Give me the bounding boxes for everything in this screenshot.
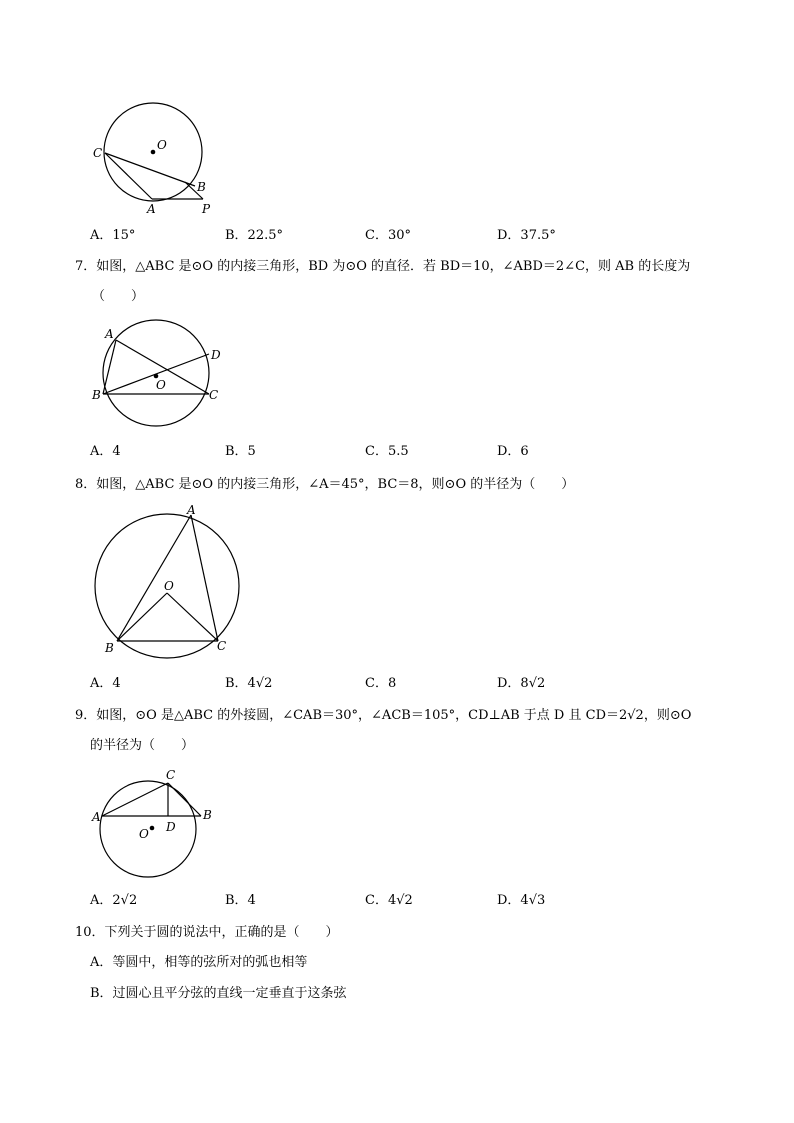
q7-label-B: B <box>92 388 101 402</box>
q6-figure <box>85 95 225 220</box>
q7-label-C: C <box>209 388 219 402</box>
q9-line-AC <box>102 783 168 816</box>
q9-label-B: B <box>203 808 212 822</box>
q10-stem-line1: 10．下列关于圆的说法中，正确的是（ ） <box>75 925 339 940</box>
q8-line-AC <box>191 515 218 641</box>
q9-option-b[interactable]: B．4 <box>225 893 256 908</box>
q9-line-CB <box>168 783 201 816</box>
q9-label-C: C <box>166 768 176 782</box>
q8-stem-line1: 8．如图，△ABC 是⊙O 的内接三角形，∠A＝45°，BC＝8，则⊙O 的半径为（ ） <box>75 477 575 492</box>
q8-line-OB <box>117 593 167 641</box>
q9-figure <box>88 765 223 880</box>
q7-circle <box>103 320 209 426</box>
q8-option-c[interactable]: C．8 <box>365 676 397 691</box>
q7-label-A: A <box>105 327 114 341</box>
q8-label-C: C <box>217 639 227 653</box>
q10-option-b[interactable]: B．过圆心且平分弦的直线一定垂直于这条弦 <box>90 986 347 1001</box>
q6-line-CB <box>105 153 195 186</box>
q9-option-a[interactable]: A．2√2 <box>90 893 138 908</box>
q6-option-c[interactable]: C．30° <box>365 228 411 243</box>
q7-label-O: O <box>156 378 166 392</box>
q8-figure <box>85 500 250 660</box>
q7-option-a[interactable]: A．4 <box>90 444 121 459</box>
q8-option-b[interactable]: B．4√2 <box>225 676 273 691</box>
q6-label-A: A <box>147 202 156 216</box>
q8-line-AB <box>117 515 191 641</box>
q6-label-O: O <box>157 138 167 152</box>
q8-label-O: O <box>164 579 174 593</box>
q9-center-dot <box>150 826 155 831</box>
q6-label-B: B <box>197 180 206 194</box>
q9-label-A: A <box>92 810 101 824</box>
q9-label-D: D <box>166 820 176 834</box>
q9-option-d[interactable]: D．4√3 <box>497 893 546 908</box>
q6-center-dot <box>151 150 156 155</box>
q9-stem-line1: 9．如图，⊙O 是△ABC 的外接圆，∠CAB＝30°，∠ACB＝105°，CD⊥AB 于点 D 且 CD＝2√2，则⊙O <box>75 708 692 723</box>
q7-stem-line1: 7．如图，△ABC 是⊙O 的内接三角形，BD 为⊙O 的直径．若 BD＝10，∠ABD＝2∠C，则 AB 的长度为 <box>75 259 691 274</box>
q7-option-c[interactable]: C．5.5 <box>365 444 409 459</box>
q6-line-CA <box>105 153 152 199</box>
q9-stem-line2: 的半径为（ ） <box>90 738 195 753</box>
q6-option-a[interactable]: A．15° <box>90 228 136 243</box>
q9-option-c[interactable]: C．4√2 <box>365 893 413 908</box>
q6-label-C: C <box>93 146 103 160</box>
q7-option-b[interactable]: B．5 <box>225 444 256 459</box>
q9-label-O: O <box>139 827 149 841</box>
q6-option-d[interactable]: D．37.5° <box>497 228 556 243</box>
q10-option-a[interactable]: A．等圆中，相等的弦所对的弧也相等 <box>90 955 308 970</box>
q8-label-B: B <box>105 641 114 655</box>
q6-label-P: P <box>202 202 211 216</box>
q8-option-d[interactable]: D．8√2 <box>497 676 546 691</box>
q8-line-OC <box>167 593 218 641</box>
q7-label-D: D <box>211 348 221 362</box>
q6-option-b[interactable]: B．22.5° <box>225 228 283 243</box>
q7-stem-line2: （ ） <box>92 289 145 304</box>
q7-option-d[interactable]: D．6 <box>497 444 529 459</box>
q8-option-a[interactable]: A．4 <box>90 676 121 691</box>
q8-label-A: A <box>187 503 196 517</box>
q7-figure <box>85 315 235 410</box>
